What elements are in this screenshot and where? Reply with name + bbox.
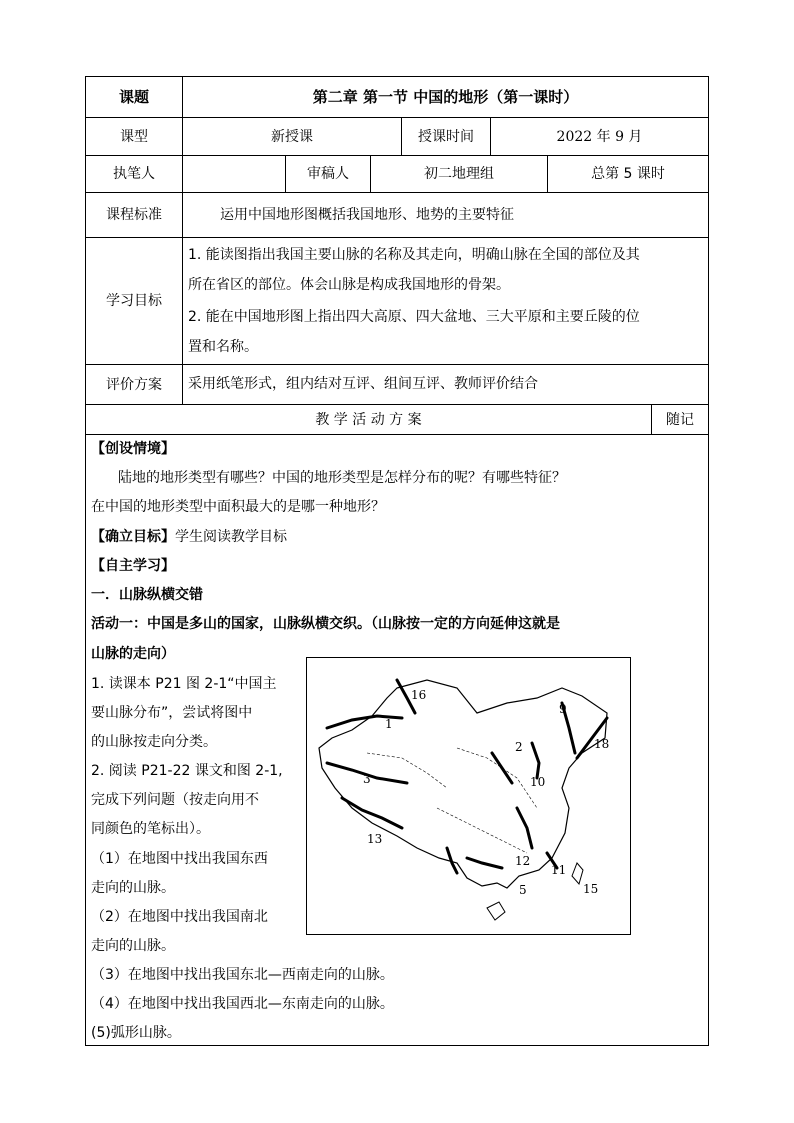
mountain-label: 3 [363,772,371,786]
activity-text: 活动一：中国是多山的国家，山脉纵横交织。（山脉按一定的方向延伸这就是 [91,616,560,632]
question-text: 2. 阅读 P21-22 课文和图 2-1, [91,763,283,779]
mountain-label: 13 [367,832,383,846]
situation-heading: 【创设情境】 [91,441,175,457]
question-text: 完成下列问题（按走向用不 [91,792,259,808]
mountain-label: 2 [515,740,523,754]
question-text: 走向的山脉。 [91,938,175,954]
goal-statement [91,530,287,544]
writer-value [183,156,285,192]
mountain-label: 9 [559,702,567,716]
writer-label: 执笔人 [113,166,155,182]
mountain-label: 15 [583,882,599,896]
mountain-label: 10 [530,775,546,789]
type-value: 新授课 [271,128,313,145]
mountain-label: 12 [515,854,531,868]
goal-text: 学生阅读教学目标 [175,529,287,545]
goal-label: 学习目标 [106,293,162,309]
activity-text: 山脉的走向） [91,646,175,662]
notes-label: 随记 [666,411,694,428]
section-heading: 一．山脉纵横交错 [91,587,203,603]
goal-heading: 【确立目标】 [91,529,175,545]
question-text: （3）在地图中找出我国东北—西南走向的山脉。 [91,967,394,983]
question-text: (5)弧形山脉。 [91,1025,181,1041]
question-text: （4）在地图中找出我国西北—东南走向的山脉。 [91,996,394,1012]
eval-label: 评价方案 [106,376,162,393]
mountain-label: 11 [551,863,567,877]
time-label: 授课时间 [418,128,474,145]
situation-text: 陆地的地形类型有哪些？中国的地形类型是怎样分布的呢？有哪些特征？ [118,470,566,486]
topic-value: 第二章 第一节 中国的地形（第一课时） [312,87,579,106]
reviewer-label: 审稿人 [307,166,349,182]
question-text: 走向的山脉。 [91,880,175,896]
group-value: 初二地理组 [424,166,494,182]
time-value: 2022 年 9 月 [556,128,643,145]
mountain-label: 16 [411,688,427,702]
period-value: 总第 5 课时 [591,166,665,182]
goal-line: 所在省区的部位。体会山脉是构成我国地形的骨架。 [188,277,510,293]
standard-value: 运用中国地形图概括我国地形、地势的主要特征 [220,207,514,223]
row-divider [85,434,709,435]
question-text: 同颜色的笔标出）。 [91,821,210,837]
goal-line: 2. 能在中国地形图上指出四大高原、四大盆地、三大平原和主要丘陵的位 [188,309,640,325]
china-mountain-map [306,657,631,935]
type-label: 课型 [120,128,148,145]
mountain-label: 1 [385,717,393,731]
question-text: 要山脉分布”，尝试将图中 [91,705,253,721]
standard-label: 课程标准 [106,207,162,223]
situation-text: 在中国的地形类型中面积最大的是哪一种地形？ [91,499,385,515]
question-text: 1. 读课本 P21 图 2-1“中国主 [91,676,277,692]
eval-value: 采用纸笔形式，组内结对互评、组间互评、教师评价结合 [188,376,538,392]
self-study-heading: 【自主学习】 [91,558,175,574]
goal-line: 置和名称。 [188,339,258,355]
mountain-label: 18 [594,737,610,751]
question-text: 的山脉按走向分类。 [91,734,217,750]
question-text: （2）在地图中找出我国南北 [91,909,268,925]
topic-label: 课题 [118,87,149,106]
mountain-label: 5 [519,883,527,897]
goal-line: 1. 能读图指出我国主要山脉的名称及其走向，明确山脉在全国的部位及其 [188,247,640,263]
question-text: （1）在地图中找出我国东西 [91,851,268,867]
plan-title: 教 学 活 动 方 案 [315,411,422,428]
